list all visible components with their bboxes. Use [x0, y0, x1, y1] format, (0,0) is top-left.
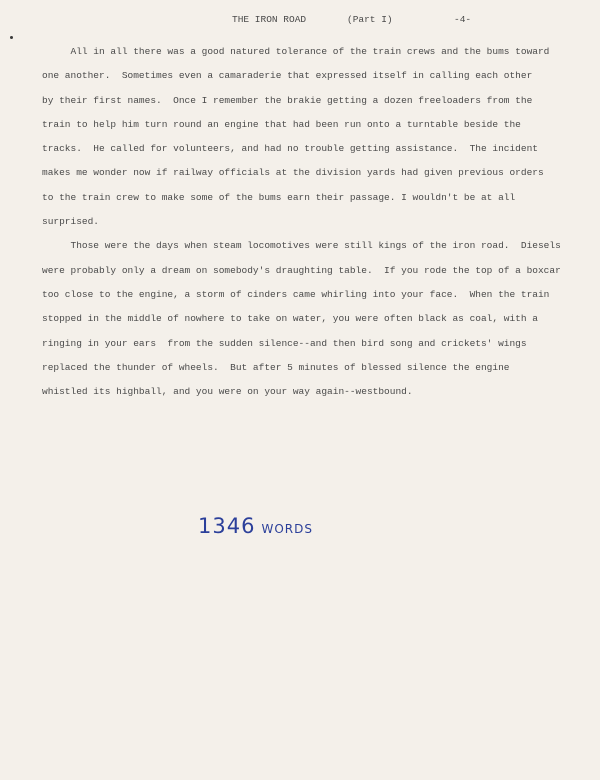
paragraph-2	[42, 234, 564, 404]
text-line: train to help him turn round an engine that had been run onto a turntable beside the	[42, 118, 521, 130]
text-line: stopped in the middle of nowhere to take on water, you were often black as coal, with a	[42, 313, 538, 325]
text-line: Those were the days when steam locomotives were still kings of the iron road. Diesels	[42, 240, 561, 252]
paragraph-1	[42, 40, 564, 234]
text-line: replaced the thunder of wheels. But after 5 minutes of blessed silence the engine	[42, 361, 510, 373]
text-line: tracks. He called for volunteers, and had no trouble getting assistance. The incident	[42, 143, 538, 155]
word-count-number: 1346	[198, 514, 256, 538]
text-line: All in all there was a good natured tolerance of the train crews and the bums toward	[42, 46, 550, 57]
text-line: too close to the engine, a storm of cinders came whirling into your face. When the train	[42, 288, 550, 300]
body-text	[42, 40, 564, 404]
text-line: ringing in your ears from the sudden silence--and then bird song and crickets' wings	[42, 337, 527, 349]
text-line: surprised.	[42, 216, 100, 228]
header-title: THE IRON ROAD	[232, 14, 307, 25]
handwritten-word-count	[198, 514, 313, 538]
word-count-label: WORDS	[261, 522, 313, 536]
page-header	[0, 14, 600, 30]
text-line: whistled its highball, and you were on your way again--westbound.	[42, 386, 413, 398]
header-part: (Part I)	[347, 14, 393, 25]
header-page-number: -4-	[454, 14, 472, 25]
text-line: by their first names. Once I remember the brakie getting a dozen freeloaders from the	[42, 94, 533, 106]
text-line: were probably only a dream on somebody's draughting table. If you rode the top of a boxcar	[42, 264, 561, 276]
punch-mark	[10, 36, 13, 39]
text-line: makes me wonder now if railway officials at the division yards had given previous orders	[42, 167, 544, 179]
text-line: to the train crew to make some of the bums earn their passage. I wouldn't be at all	[42, 191, 516, 203]
text-line: one another. Sometimes even a camaraderie that expressed itself in calling each other	[42, 70, 533, 82]
